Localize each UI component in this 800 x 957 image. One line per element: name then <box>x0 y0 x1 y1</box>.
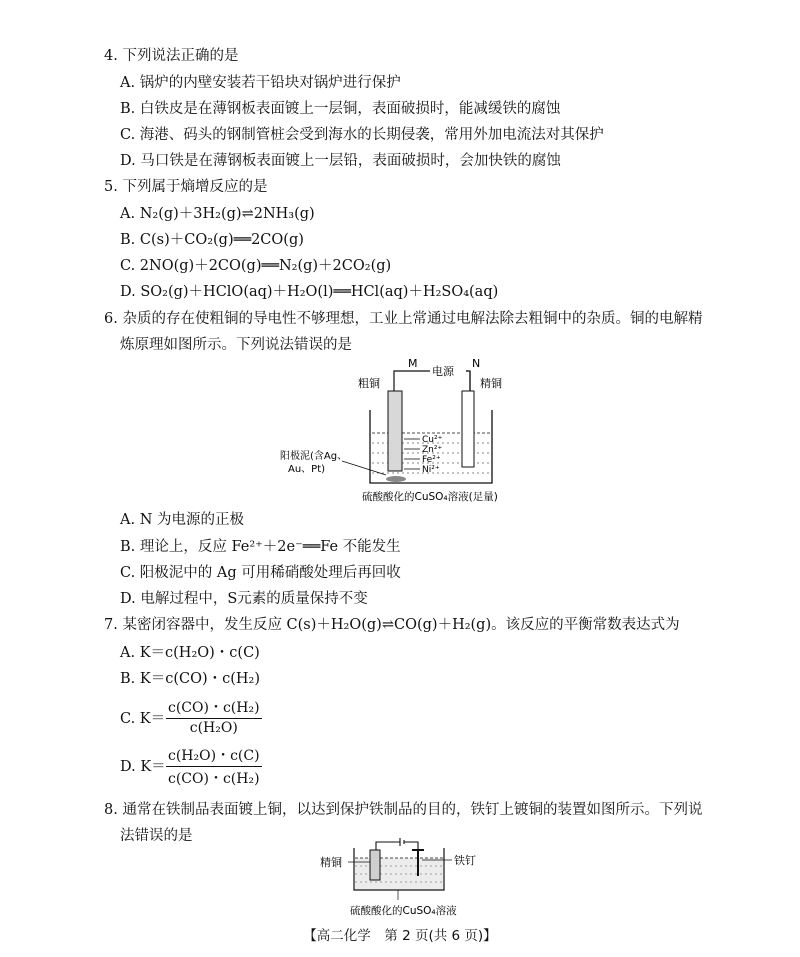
anode-sludge-label-1: 阳极泥(含Ag、 <box>280 451 348 462</box>
q8-stem-line1: 8. 通常在铁制品表面镀上铜，以达到保护铁制品的目的，铁钉上镀铜的装置如图所示。下列说 <box>104 802 703 818</box>
q6-option-b: B. 理论上，反应 Fe²⁺＋2e⁻══Fe 不能发生 <box>120 539 401 555</box>
pure-copper-label: 精铜 <box>480 377 502 390</box>
q4-option-c: C. 海港、码头的钢制管桩会受到海水的长期侵袭，常用外加电流法对其保护 <box>120 127 604 143</box>
q7-option-c-denominator: c(H₂O) <box>189 720 238 736</box>
q7-option-c-prefix: C. K＝ <box>120 711 166 727</box>
ion-zn: Zn²⁺ <box>422 445 443 455</box>
q7-option-d-fraction <box>166 745 262 788</box>
q7-option-c-fraction <box>166 697 262 736</box>
plating-electrolyte-label: 硫酸酸化的CuSO₄溶液 <box>350 905 457 917</box>
q8-stem-line2: 法错误的是 <box>120 828 193 844</box>
q6-option-c: C. 阳极泥中的 Ag 可用稀硝酸处理后再回收 <box>120 565 401 581</box>
iron-nail-label: 铁钉 <box>454 854 476 867</box>
q7-option-a: A. K＝c(H₂O)・c(C) <box>120 645 260 661</box>
anode-sludge-label-2: Au、Pt) <box>288 464 326 475</box>
power-source-label: 电源 <box>432 365 454 378</box>
electroplating-figure <box>318 838 488 918</box>
q7-option-b: B. K＝c(CO)・c(H₂) <box>120 671 261 687</box>
power-n-label: N <box>472 357 481 370</box>
q7-option-c-numerator: c(CO)・c(H₂) <box>166 697 262 719</box>
q6-option-a: A. N 为电源的正极 <box>120 512 244 528</box>
q7-option-d-prefix: D. K＝ <box>120 759 166 775</box>
q5-option-d: D. SO₂(g)＋HClO(aq)＋H₂O(l)══HCl(aq)＋H₂SO₄(aq) <box>120 284 499 300</box>
ion-ni: Ni²⁺ <box>422 465 440 475</box>
q7-option-d-numerator: c(H₂O)・c(C) <box>166 745 262 767</box>
q7-stem: 7. 某密闭容器中，发生反应 C(s)＋H₂O(g)⇌CO(g)＋H₂(g)。该反应的平衡常数表达式为 <box>104 617 680 633</box>
electrolysis-figure <box>280 355 540 505</box>
q5-stem: 5. 下列属于熵增反应的是 <box>104 179 268 195</box>
q5-option-a: A. N₂(g)＋3H₂(g)⇌2NH₃(g) <box>120 206 315 222</box>
page-footer: 【高二化学 第 2 页(共 6 页)】 <box>303 928 497 944</box>
ion-cu: Cu²⁺ <box>422 435 443 445</box>
electrolyte-label: 硫酸酸化的CuSO₄溶液(足量) <box>362 491 498 503</box>
q5-option-b: B. C(s)＋CO₂(g)══2CO(g) <box>120 232 304 248</box>
q4-option-d: D. 马口铁是在薄钢板表面镀上一层铅，表面破损时，会加快铁的腐蚀 <box>120 153 561 169</box>
q5-option-c: C. 2NO(g)＋2CO(g)══N₂(g)＋2CO₂(g) <box>120 258 392 274</box>
ion-fe: Fe²⁺ <box>422 455 441 465</box>
plating-pure-copper-label: 精铜 <box>320 856 342 869</box>
crude-copper-label: 粗铜 <box>358 377 380 390</box>
q4-stem: 4. 下列说法正确的是 <box>104 48 239 64</box>
q4-option-b: B. 白铁皮是在薄钢板表面镀上一层铜，表面破损时，能减缓铁的腐蚀 <box>120 101 561 117</box>
q6-stem-line2: 炼原理如图所示。下列说法错误的是 <box>120 337 352 353</box>
q6-option-d: D. 电解过程中，S元素的质量保持不变 <box>120 591 368 607</box>
power-m-label: M <box>408 357 418 370</box>
q6-stem-line1: 6. 杂质的存在使粗铜的导电性不够理想，工业上常通过电解法除去粗铜中的杂质。铜的电解精 <box>104 311 703 327</box>
q7-option-d-denominator: c(CO)・c(H₂) <box>168 771 260 787</box>
q4-option-a: A. 锅炉的内壁安装若干铅块对锅炉进行保护 <box>120 75 401 91</box>
